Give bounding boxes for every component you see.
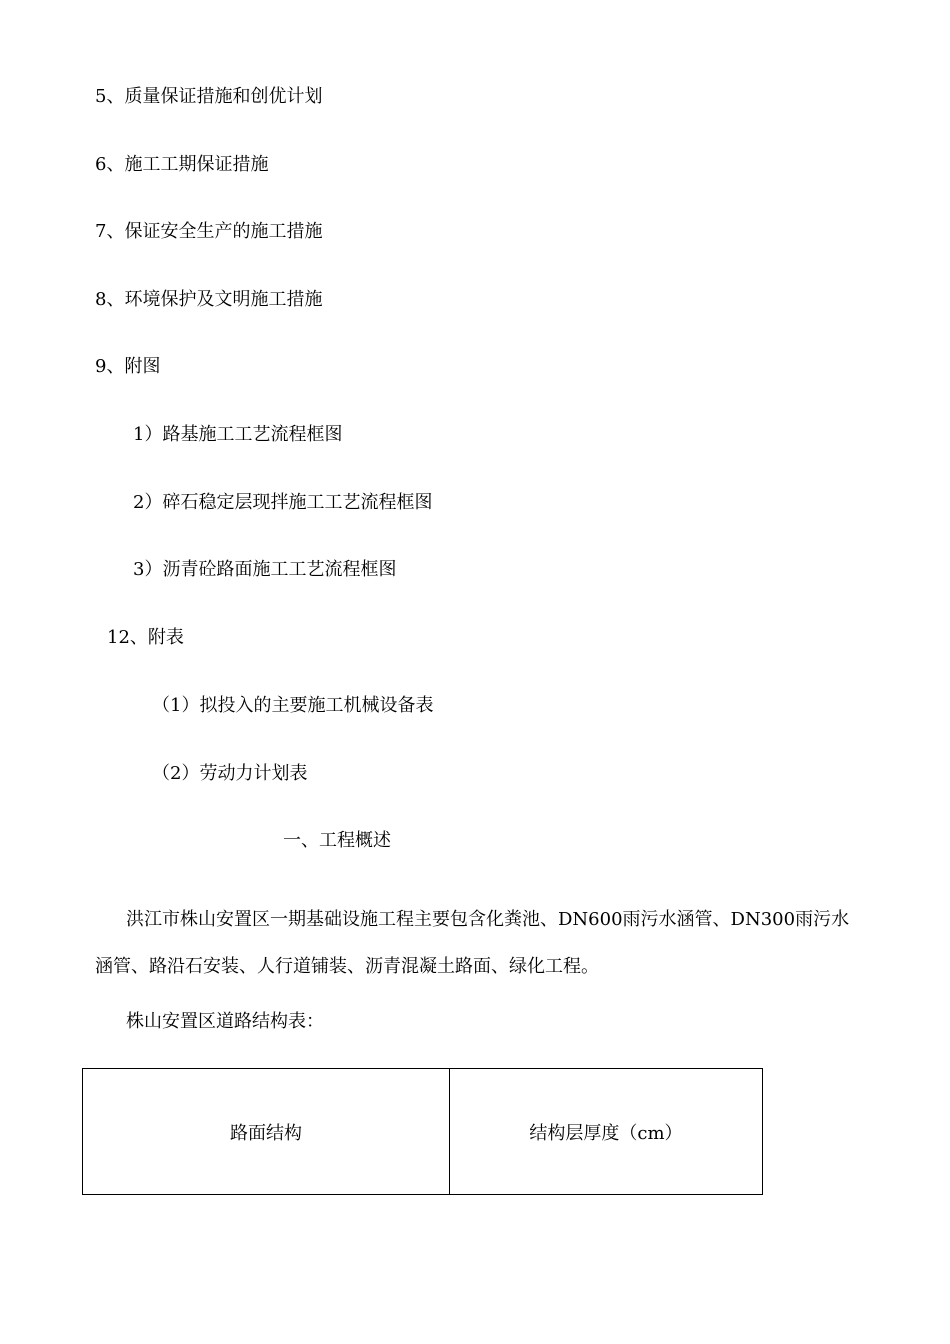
- table-caption: 株山安置区道路结构表：: [126, 1011, 324, 1032]
- road-structure-table: [82, 1068, 763, 1195]
- toc-appendix-2: （2）劳动力计划表: [152, 763, 308, 784]
- header-pavement-structure: 路面结构: [83, 1069, 450, 1195]
- toc-item-12: 12、附表: [107, 627, 184, 648]
- section-title: 一、工程概述: [283, 830, 391, 851]
- toc-item-8: 8、环境保护及文明施工措施: [95, 289, 323, 310]
- toc-subitem-2: 2）碎石稳定层现拌施工工艺流程框图: [133, 492, 433, 513]
- overview-paragraph: 洪江市株山安置区一期基础设施工程主要包含化粪池、DN600雨污水涵管、DN300雨污水涵管、路沿石安装、人行道铺装、沥青混凝土路面、绿化工程。: [95, 909, 850, 977]
- toc-item-5: 5、质量保证措施和创优计划: [95, 86, 323, 107]
- toc-subitem-3: 3）沥青砼路面施工工艺流程框图: [133, 559, 397, 580]
- toc-item-7: 7、保证安全生产的施工措施: [95, 221, 323, 242]
- toc-subitem-1: 1）路基施工工艺流程框图: [133, 424, 343, 445]
- toc-item-6: 6、施工工期保证措施: [95, 154, 269, 175]
- table-header-row: [83, 1069, 763, 1195]
- header-layer-thickness: 结构层厚度（cm）: [449, 1069, 762, 1195]
- toc-appendix-1: （1）拟投入的主要施工机械设备表: [152, 695, 434, 716]
- toc-item-9: 9、附图: [95, 356, 161, 377]
